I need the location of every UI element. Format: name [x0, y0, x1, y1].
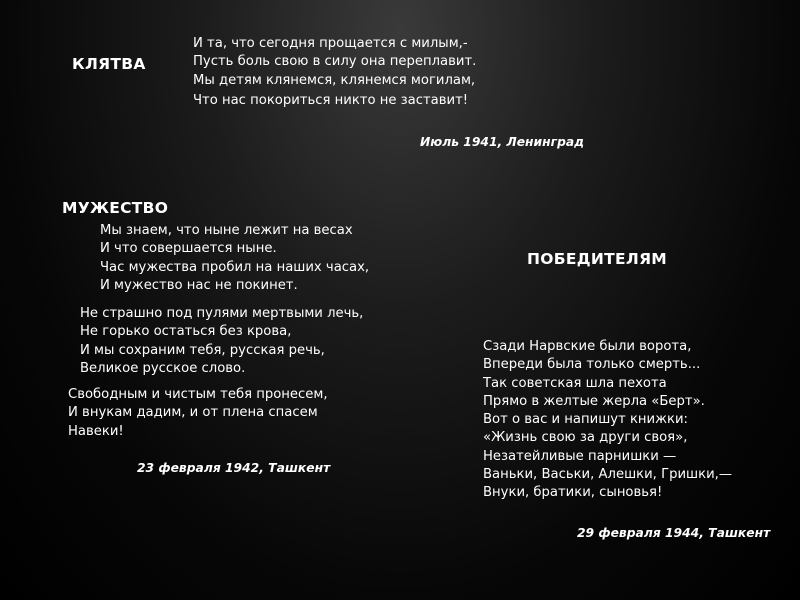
poem-line: И что совершается ныне.	[100, 241, 277, 257]
poem-line: «Жизнь свою за други своя»,	[483, 430, 688, 446]
poem-title-muzhestvo: МУЖЕСТВО	[62, 199, 169, 217]
poem-line: Так советская шла пехота	[483, 375, 667, 391]
poem-title-pobeditelyam: ПОБЕДИТЕЛЯМ	[527, 250, 668, 268]
poem-line: Свободным и чистым тебя пронесем,	[68, 387, 328, 402]
poem-line: И внукам дадим, и от плена спасем	[68, 405, 318, 421]
poem-title-klyatva: КЛЯТВА	[72, 55, 146, 73]
poem-muzhestvo-stanza-1	[100, 222, 369, 295]
poem-line: Мы знаем, что ныне лежит на весах	[100, 223, 353, 238]
poem-line: Незатейливые парнишки —	[483, 448, 677, 464]
poem-signature-pobeditelyam: 29 февраля 1944, Ташкент	[577, 526, 771, 540]
poem-line: Прямо в желтые жерла «Берт».	[483, 393, 705, 409]
poem-line: И та, что сегодня прощается с милым,-	[193, 36, 468, 51]
poem-line: Пусть боль свою в силу она переплавит.	[193, 54, 477, 70]
poem-line: Вот о вас и напишут книжки:	[483, 412, 688, 428]
poem-line: Впереди была только смерть...	[483, 357, 701, 373]
poem-signature-klyatva: Июль 1941, Ленинград	[420, 135, 585, 149]
poem-line: Великое русское слово.	[80, 360, 246, 376]
poem-line: И мы сохраним тебя, русская речь,	[80, 342, 325, 358]
poem-signature-muzhestvo: 23 февраля 1942, Ташкент	[137, 461, 331, 475]
poem-line: Внуки, братики, сыновья!	[483, 485, 663, 501]
poem-line: Что нас покориться никто не заставит!	[193, 92, 469, 108]
poem-line: Не горько остаться без крова,	[80, 324, 292, 340]
poem-muzhestvo-stanza-3	[68, 386, 328, 441]
poem-line: И мужество нас не покинет.	[100, 277, 298, 293]
poem-line: Мы детям клянемся, клянемся могилам,	[193, 72, 476, 88]
poem-line: Навеки!	[68, 423, 124, 439]
poem-pobeditelyam-stanza	[483, 338, 732, 503]
poem-klyatva-stanza	[193, 35, 476, 110]
poem-muzhestvo-stanza-2	[80, 305, 363, 378]
poem-line: Не страшно под пулями мертвыми лечь,	[80, 306, 364, 321]
poem-line: Ваньки, Васьки, Алешки, Гришки,—	[483, 467, 733, 483]
poem-line: Час мужества пробил на наших часах,	[100, 259, 370, 275]
poem-line: Сзади Нарвские были ворота,	[483, 339, 692, 354]
